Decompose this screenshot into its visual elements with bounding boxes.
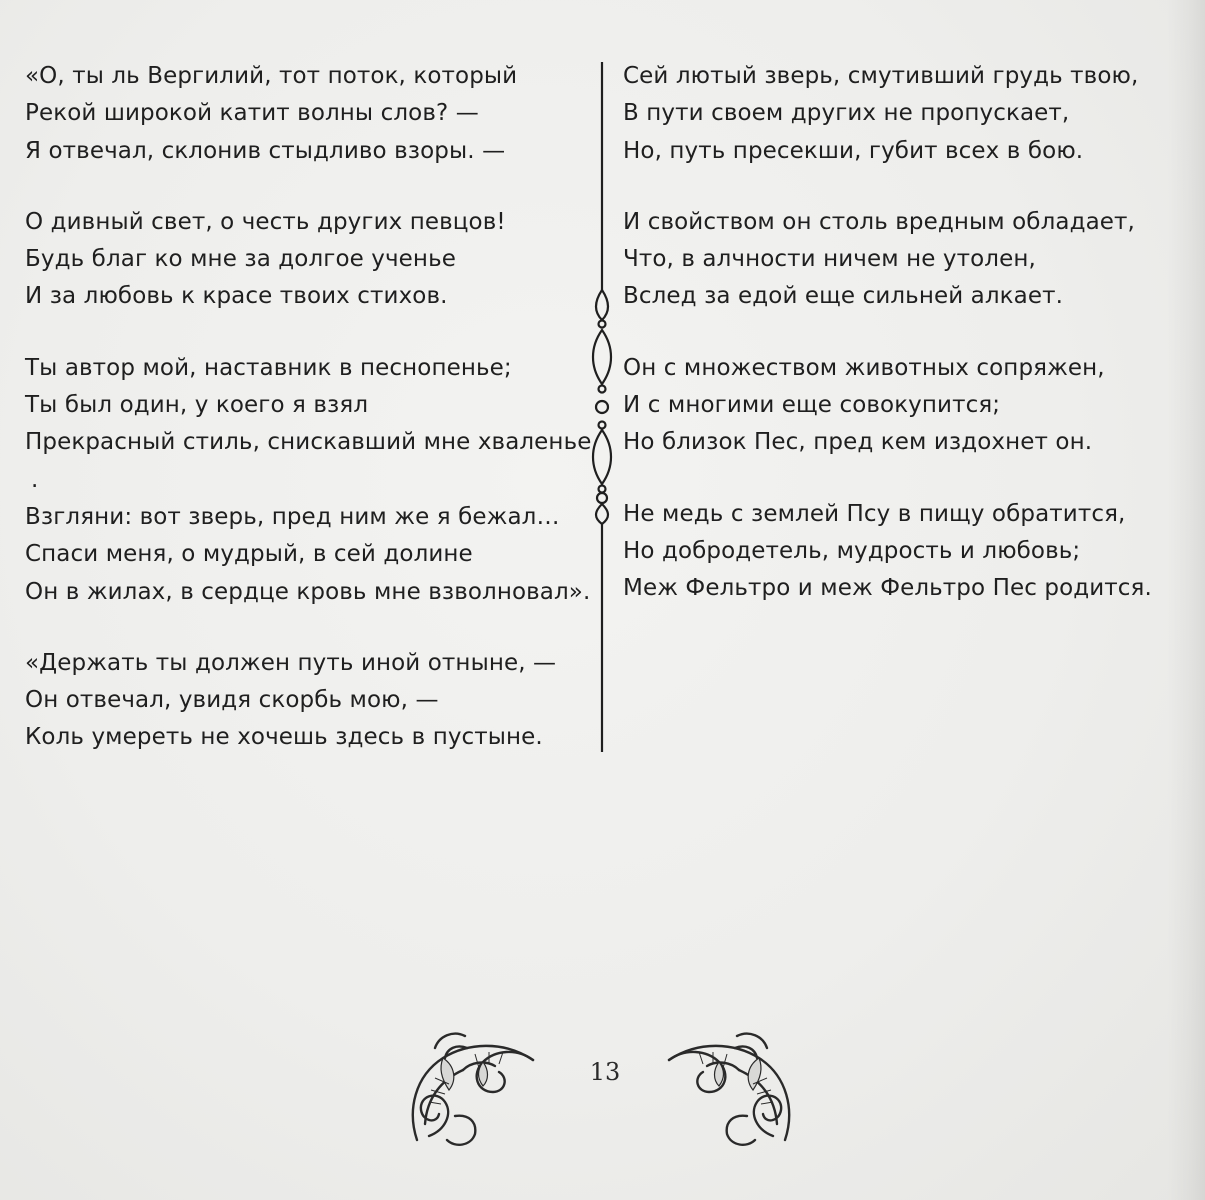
verse-line: Он в жилах, в сердце кровь мне взволновал». [25, 578, 591, 605]
stanza [623, 204, 1183, 316]
stanza [25, 58, 580, 170]
verse-line: Прекрасный стиль, снискавший мне хваленье [25, 429, 592, 456]
verse-line: Сей лютый зверь, смутивший грудь твою, [623, 63, 1139, 89]
verse-line: Но, путь пресекши, губит всех в бою. [623, 137, 1084, 164]
verse-line: Взгляни: вот зверь, пред ним же я бежал… [25, 503, 560, 530]
verse-line: Но близок Пес, пред кем издохнет он. [623, 429, 1093, 456]
verse-line: В пути своем других не пропускает, [623, 100, 1070, 127]
verse-line: Он отвечал, увидя скорбь мою, — [25, 687, 439, 714]
stanza [25, 645, 580, 757]
verse-line: . [31, 466, 39, 493]
stanza [25, 204, 580, 316]
verse-line: Ты автор мой, наставник в песнопенье; [25, 354, 512, 381]
verse-line: И за любовь к красе твоих стихов. [25, 283, 448, 310]
left-column [25, 58, 592, 791]
verse-line: Рекой широкой катит волны слов? — [25, 100, 479, 127]
verse-line: Будь благ ко мне за долгое ученье [25, 246, 456, 273]
verse-line: И с многими еще совокупится; [623, 392, 1001, 419]
verse-line: Не медь с землей Псу в пищу обратится, [623, 500, 1126, 527]
verse-line: Спаси меня, о мудрый, в сей долине [25, 541, 473, 568]
verse-line: Что, в алчности ничем не утолен, [623, 246, 1036, 273]
stanza [623, 350, 1183, 462]
stanza [623, 58, 1183, 170]
verse-line: «О, ты ль Вергилий, тот поток, который [25, 63, 518, 89]
verse-line: Я отвечал, склонив стыдливо взоры. — [25, 137, 506, 164]
acanthus-scroll-icon [657, 1018, 797, 1158]
page-number: 13 [589, 1058, 621, 1086]
stanza [623, 496, 1183, 608]
acanthus-scroll-icon [405, 1018, 545, 1158]
verse-line: О дивный свет, о честь других певцов! [25, 208, 506, 235]
right-column [623, 58, 1183, 642]
stanza [25, 350, 592, 611]
verse-line: «Держать ты должен путь иной отныне, — [25, 649, 557, 676]
verse-line: Коль умереть не хочешь здесь в пустыне. [25, 724, 543, 751]
verse-line: Ты был один, у коего я взял [25, 392, 369, 419]
ornamental-divider-icon [584, 62, 620, 752]
verse-line: И свойством он столь вредным обладает, [623, 208, 1135, 235]
verse-line: Вслед за едой еще сильней алкает. [623, 283, 1064, 310]
verse-line: Меж Фельтро и меж Фельтро Пес родится. [623, 575, 1152, 602]
verse-line: Но добродетель, мудрость и любовь; [623, 537, 1081, 564]
verse-line: Он с множеством животных сопряжен, [623, 354, 1105, 381]
